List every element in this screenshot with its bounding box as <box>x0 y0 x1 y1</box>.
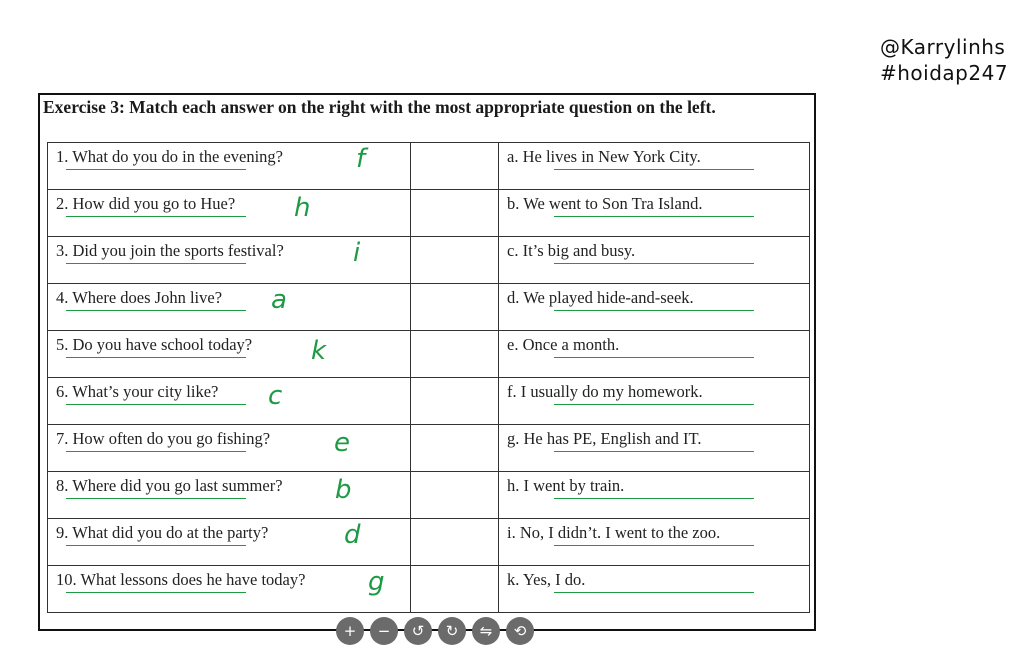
question-text: 4. Where does John live? <box>56 288 223 307</box>
handwritten-answer: a <box>271 285 287 315</box>
table-row <box>48 425 810 472</box>
option-cell <box>499 378 810 425</box>
question-cell <box>48 378 411 425</box>
question-text: 9. What did you do at the party? <box>56 523 269 542</box>
option-text: c. It’s big and busy. <box>507 241 636 260</box>
option-cell <box>499 472 810 519</box>
watermark <box>880 34 1020 86</box>
blank-cell <box>411 566 499 613</box>
pen-underline <box>66 498 246 499</box>
handwritten-answer: g <box>368 567 385 597</box>
table-row <box>48 237 810 284</box>
option-cell <box>499 237 810 284</box>
blank-cell <box>411 143 499 190</box>
handwritten-answer: k <box>311 336 327 366</box>
question-cell <box>48 284 411 331</box>
handwritten-answer: f <box>356 144 366 174</box>
blank-cell <box>411 425 499 472</box>
option-cell <box>499 331 810 378</box>
table-row <box>48 143 810 190</box>
question-cell <box>48 566 411 613</box>
pen-underline <box>554 216 754 217</box>
pen-underline <box>554 357 754 358</box>
question-cell <box>48 190 411 237</box>
question-cell <box>48 472 411 519</box>
pen-underline <box>554 263 754 264</box>
option-text: k. Yes, I do. <box>507 570 586 589</box>
handwritten-answer: b <box>335 475 352 505</box>
pen-underline <box>66 216 246 217</box>
option-cell <box>499 143 810 190</box>
reset-icon: ⟲ <box>513 622 527 640</box>
blank-cell <box>411 378 499 425</box>
blank-cell <box>411 190 499 237</box>
rotate-right-icon: ↻ <box>445 622 459 640</box>
zoom-out-button[interactable] <box>370 617 398 645</box>
pen-underline <box>66 169 246 170</box>
blank-cell <box>411 237 499 284</box>
table-row <box>48 519 810 566</box>
option-text: b. We went to Son Tra Island. <box>507 194 703 213</box>
plus-icon: + <box>343 622 357 640</box>
question-text: 8. Where did you go last summer? <box>56 476 283 495</box>
option-cell <box>499 566 810 613</box>
option-text: d. We played hide-and-seek. <box>507 288 694 307</box>
option-cell <box>499 425 810 472</box>
handwritten-answer: c <box>268 381 283 411</box>
table-row <box>48 378 810 425</box>
option-text: a. He lives in New York City. <box>507 147 701 166</box>
rotate-left-icon: ↺ <box>411 622 425 640</box>
rotate-left-button[interactable] <box>404 617 432 645</box>
minus-icon: − <box>377 622 391 640</box>
option-cell <box>499 519 810 566</box>
image-viewer-toolbar <box>336 617 534 647</box>
rotate-right-button[interactable] <box>438 617 466 645</box>
reset-button[interactable] <box>506 617 534 645</box>
worksheet <box>38 93 816 631</box>
pen-underline <box>554 498 754 499</box>
question-text: 3. Did you join the sports festival? <box>56 241 284 260</box>
pen-underline <box>66 357 246 358</box>
question-cell <box>48 519 411 566</box>
flip-button[interactable] <box>472 617 500 645</box>
question-cell <box>48 425 411 472</box>
pen-underline <box>66 404 246 405</box>
handwritten-answer: i <box>353 238 361 268</box>
pen-underline <box>66 545 246 546</box>
question-text: 5. Do you have school today? <box>56 335 253 354</box>
table-row <box>48 331 810 378</box>
table-row <box>48 566 810 613</box>
blank-cell <box>411 284 499 331</box>
question-cell <box>48 143 411 190</box>
option-text: e. Once a month. <box>507 335 620 354</box>
option-text: g. He has PE, English and IT. <box>507 429 702 448</box>
blank-cell <box>411 519 499 566</box>
option-cell <box>499 284 810 331</box>
question-text: 7. How often do you go fishing? <box>56 429 271 448</box>
question-cell <box>48 237 411 284</box>
pen-underline <box>554 545 754 546</box>
handwritten-answer: d <box>344 520 361 550</box>
question-text: 1. What do you do in the evening? <box>56 147 283 166</box>
exercise-title: Exercise 3: Match each answer on the right with the most appropriate question on the left. <box>43 97 716 117</box>
question-text: 10. What lessons does he have today? <box>56 570 306 589</box>
option-text: f. I usually do my homework. <box>507 382 703 401</box>
matching-table <box>47 142 810 613</box>
pen-underline <box>554 451 754 452</box>
blank-cell <box>411 472 499 519</box>
handwritten-answer: e <box>334 428 350 458</box>
pen-underline <box>554 592 754 593</box>
blank-cell <box>411 331 499 378</box>
pen-underline <box>66 310 246 311</box>
question-cell <box>48 331 411 378</box>
table-row <box>48 190 810 237</box>
pen-underline <box>554 404 754 405</box>
watermark-author: @Karrylinhs <box>880 35 1006 59</box>
pen-underline <box>554 169 754 170</box>
table-row <box>48 472 810 519</box>
question-text: 2. How did you go to Hue? <box>56 194 236 213</box>
zoom-in-button[interactable] <box>336 617 364 645</box>
option-text: i. No, I didn’t. I went to the zoo. <box>507 523 721 542</box>
question-text: 6. What’s your city like? <box>56 382 219 401</box>
table-row <box>48 284 810 331</box>
option-text: h. I went by train. <box>507 476 625 495</box>
flip-icon: ⇋ <box>479 622 493 640</box>
watermark-tag: #hoidap247 <box>880 61 1009 85</box>
option-cell <box>499 190 810 237</box>
pen-underline <box>66 451 246 452</box>
pen-underline <box>554 310 754 311</box>
handwritten-answer: h <box>294 193 311 223</box>
pen-underline <box>66 592 246 593</box>
pen-underline <box>66 263 246 264</box>
